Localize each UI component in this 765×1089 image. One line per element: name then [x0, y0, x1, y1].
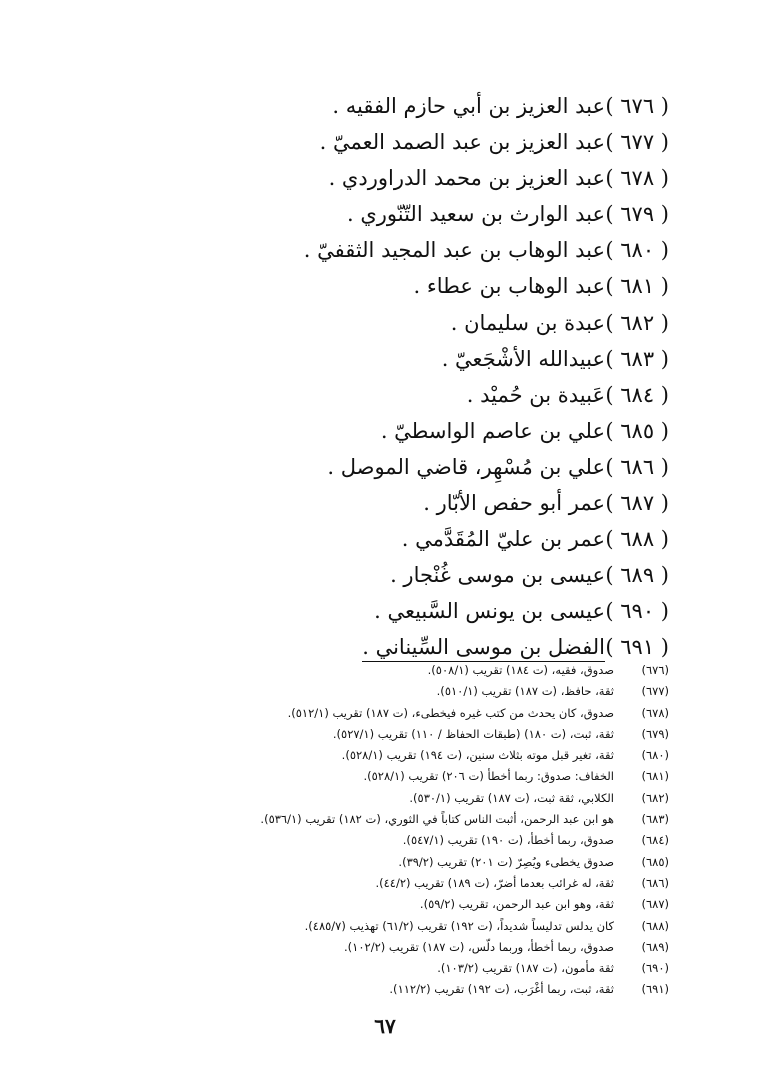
narrator-entry [199, 377, 669, 413]
entry-name: عبيدالله الأشْجَعيّ . [441, 346, 605, 371]
footnote [69, 766, 669, 787]
footnote-text: هو ابن عبد الرحمن، أثبت الناس كتاباً في الثوري، (ت ١٨٢) تقريب (٥٣٦/١). [260, 812, 614, 827]
footnote [69, 830, 669, 851]
narrator-entry [199, 196, 669, 232]
footnote-number: (٦٩٠) [641, 961, 669, 976]
footnote-text: صدوق، فقيه، (ت ١٨٤) تقريب (٥٠٨/١). [427, 663, 614, 677]
footnote-text: الكلابي، ثقة ثبت، (ت ١٨٧) تقريب (٥٣٠/١). [409, 790, 614, 805]
entry-name: عبد الوهاب بن عطاء . [413, 274, 605, 299]
entry-number: ( ٦٨٣ ) [605, 346, 669, 371]
footnote-number: (٦٧٦) [641, 663, 669, 677]
entry-number: ( ٦٧٧ ) [605, 130, 669, 155]
footnote [69, 724, 669, 745]
footnote [69, 916, 669, 937]
entry-number: ( ٦٧٦ ) [605, 94, 669, 118]
footnote-number: (٦٨١) [641, 769, 669, 784]
entry-number: ( ٦٨٩ ) [605, 563, 669, 588]
footnote-number: (٦٧٧) [641, 684, 669, 699]
narrator-entry [199, 232, 669, 268]
footnote-number: (٦٧٨) [641, 705, 669, 720]
narrator-entry [199, 268, 669, 304]
narrator-entry [199, 557, 669, 593]
footnote [69, 873, 669, 894]
footnote-text: ثقة، وهو ابن عبد الرحمن، تقريب (٥٩/٢). [419, 897, 614, 912]
footnote-number: (٦٨٧) [641, 897, 669, 912]
footnote-text: ثقة، له غرائب بعدما أضرّ، (ت ١٨٩) تقريب (٤٤/٢). [375, 875, 614, 890]
narrator-entry [199, 341, 669, 377]
footnote [69, 703, 669, 724]
footnote [69, 852, 669, 873]
footnote [69, 809, 669, 830]
entry-number: ( ٦٨٨ ) [605, 527, 669, 552]
footnote [69, 958, 669, 979]
footnote [69, 660, 669, 681]
footnote-number: (٦٩١) [641, 982, 669, 997]
footnote-text: ثقة مأمون، (ت ١٨٧) تقريب (١٠٣/٢). [437, 961, 614, 976]
narrator-entry [199, 485, 669, 521]
footnote-text: ثقة، ثبت، ربما أغْرَب، (ت ١٩٢) تقريب (١١٢/٢). [389, 982, 614, 997]
footnote-text: ثقة، حافظ، (ت ١٨٧) تقريب (٥١٠/١). [436, 684, 614, 699]
entry-number: ( ٦٨٤ ) [605, 382, 669, 407]
footnote-text: ثقة، تغير قبل موته بثلاث سنين، (ت ١٩٤) تقريب (٥٢٨/١). [341, 748, 614, 763]
entry-name: علي بن عاصم الواسطيّ . [380, 418, 605, 443]
footnote-number: (٦٨٢) [641, 790, 669, 805]
entry-name: عيسى بن يونس السَّبيعي . [374, 599, 605, 624]
entry-number: ( ٦٧٩ ) [605, 202, 669, 227]
narrator-entry [199, 413, 669, 449]
footnote-text: ثقة، ثبت، (ت ١٨٠) (طبقات الحفاظ / ١١٠) تقريب (٥٢٧/١). [332, 726, 614, 741]
footnote-text: صدوق، ربما أخطأ، (ت ١٩٠) تقريب (٥٤٧/١). [402, 833, 614, 848]
narrator-entry [199, 124, 669, 160]
entry-name: عَبيدة بن حُميْد . [466, 382, 605, 407]
entry-name: عبد العزيز بن أبي حازم الفقيه . [332, 94, 605, 118]
entry-name: عمر بن عليّ المُقَدَّمي . [401, 527, 605, 552]
entry-number: ( ٦٨٧ ) [605, 491, 669, 516]
footnote [69, 979, 669, 1000]
footnote-text: صدوق يخطىء ويُصِرّ (ت ٢٠١) تقريب (٣٩/٢). [398, 854, 614, 869]
narrator-entry [199, 449, 669, 485]
entry-number: ( ٦٨٢ ) [605, 310, 669, 335]
footnote-number: (٦٨٥) [641, 854, 669, 869]
footnote-number: (٦٨٠) [641, 748, 669, 763]
entry-name: عبد الوارث بن سعيد التّنّوري . [346, 202, 605, 227]
entry-number: ( ٦٩٠ ) [605, 599, 669, 624]
footnote-number: (٦٨٦) [641, 875, 669, 890]
footnote-text: صدوق، كان يحدث من كتب غيره فيخطىء، (ت ١٨٧) تقريب (٥١٢/١). [287, 705, 614, 720]
entry-name: عبدة بن سليمان . [450, 310, 605, 335]
entry-number: ( ٦٨٥ ) [605, 418, 669, 443]
entry-number: ( ٦٨٦ ) [605, 454, 669, 479]
entry-name: عمر أبو حفص الأبّار . [423, 491, 605, 516]
footnote-number: (٦٨٩) [641, 939, 669, 954]
narrator-entry [199, 593, 669, 629]
footnote [69, 788, 669, 809]
narrator-entry [199, 88, 669, 124]
footnote-text: صدوق، ربما أخطأ، وربما دلّس، (ت ١٨٧) تقريب (١٠٢/٢). [344, 939, 614, 954]
entry-name: عبد العزيز بن محمد الدراوردي . [328, 166, 605, 191]
footnote-number: (٦٨٤) [641, 833, 669, 848]
footnote-number: (٦٨٣) [641, 812, 669, 827]
footnote-number: (٦٧٩) [641, 726, 669, 741]
entry-name: الفضل بن موسى السِّيناني . [362, 635, 605, 662]
page-number: ٦٧ [374, 1014, 396, 1038]
entry-name: عيسى بن موسى غُنْجار . [390, 563, 605, 588]
entry-number: ( ٦٩١ ) [605, 635, 669, 660]
entry-name: علي بن مُسْهِر، قاضي الموصل . [327, 454, 605, 479]
narrator-entry [199, 521, 669, 557]
footnote-number: (٦٨٨) [641, 918, 669, 933]
entry-number: ( ٦٧٨ ) [605, 166, 669, 191]
footnote-text: كان يدلس تدليساً شديداً، (ت ١٩٢) تقريب (٦١/٢) تهذيب (٤٨٥/٧). [304, 918, 614, 933]
entry-number: ( ٦٨٠ ) [605, 238, 669, 263]
footnotes [69, 660, 669, 1001]
narrator-entry [199, 160, 669, 196]
footnote [69, 937, 669, 958]
narrator-entry [199, 305, 669, 341]
entry-name: عبد العزيز بن عبد الصمد العميّ . [319, 130, 605, 155]
footnote-text: الخفاف: صدوق: ربما أخطأ (ت ٢٠٦) تقريب (٥٢٨/١). [363, 769, 614, 784]
footnote [69, 894, 669, 915]
entry-name: عبد الوهاب بن عبد المجيد الثقفيّ . [303, 238, 605, 263]
footnote [69, 681, 669, 702]
footnote [69, 745, 669, 766]
entry-number: ( ٦٨١ ) [605, 274, 669, 299]
narrator-list [199, 88, 669, 666]
